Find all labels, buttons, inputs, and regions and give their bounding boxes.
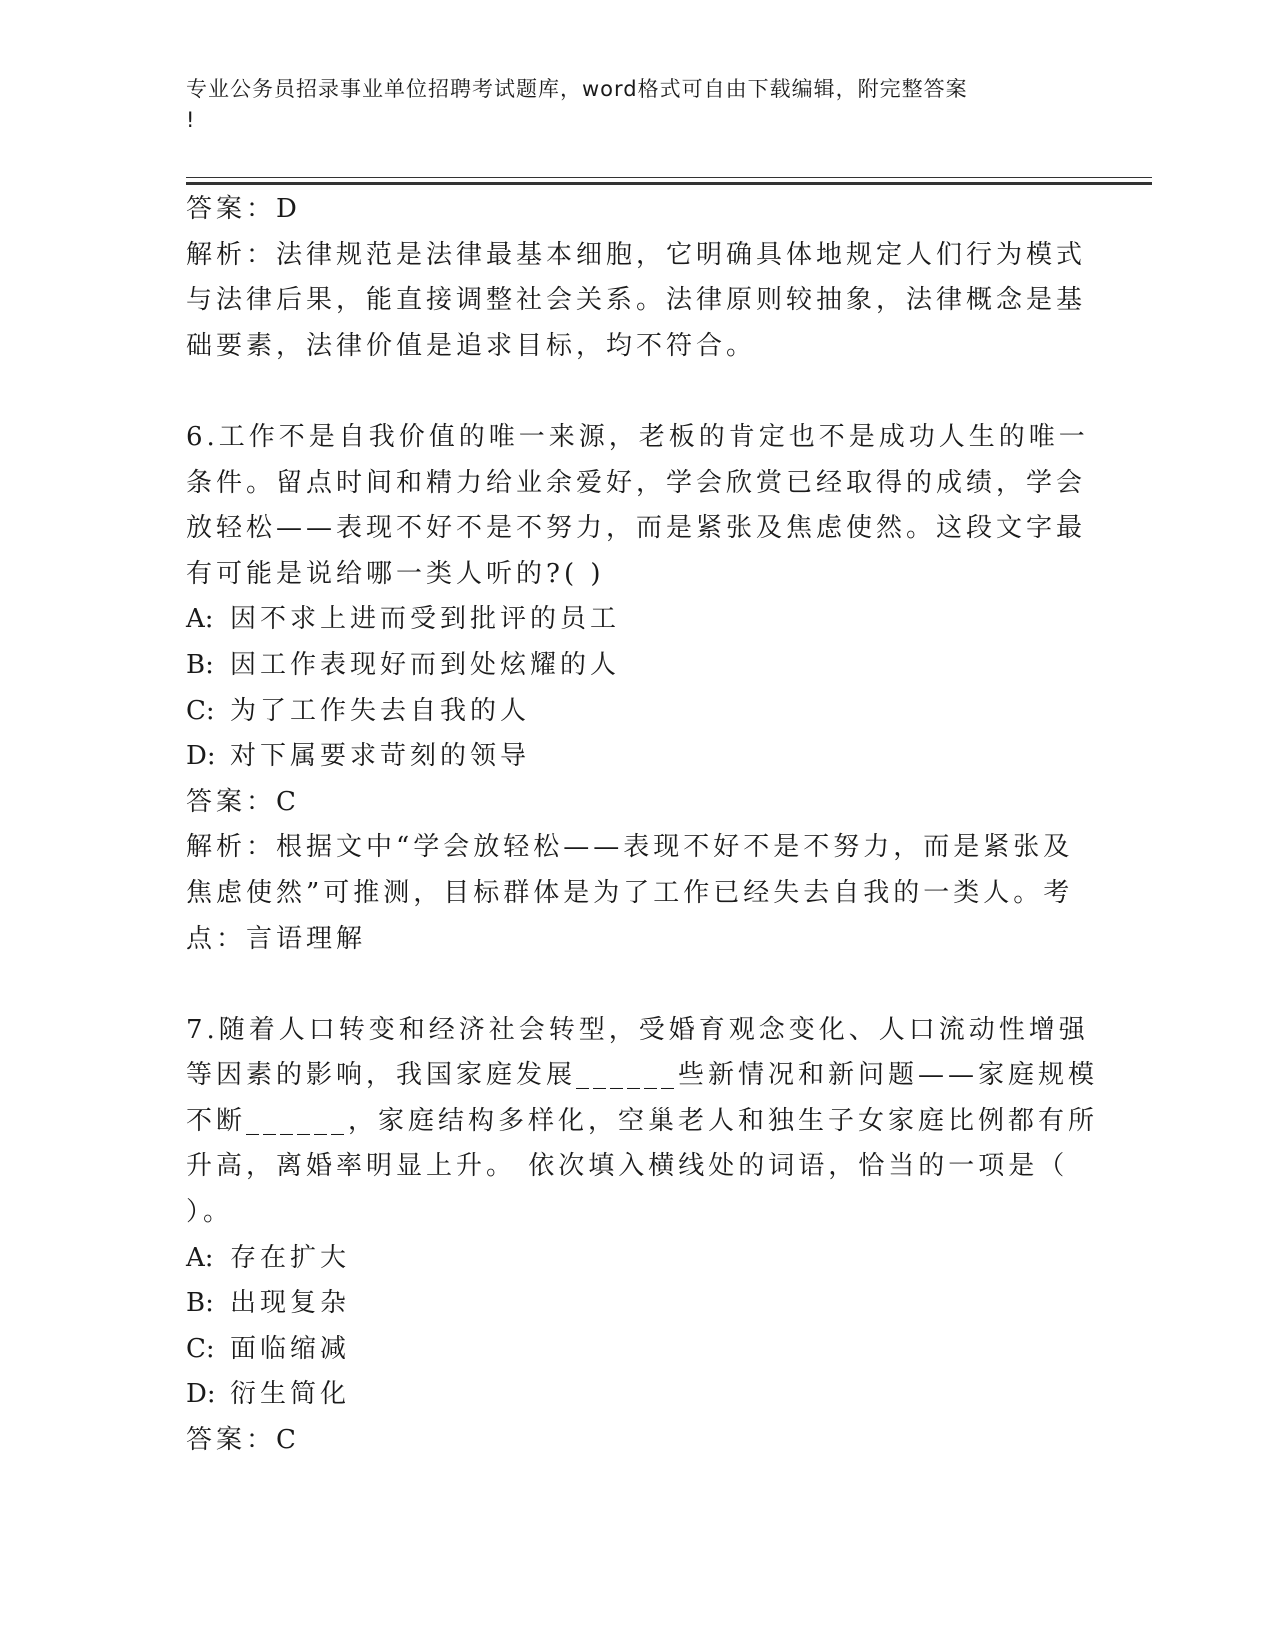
question-stem: 不断______，家庭结构多样化，空巢老人和独生子女家庭比例都有所 <box>186 1105 1099 1136</box>
analysis-line <box>186 233 1087 279</box>
question-stem: 6.工作不是自我价值的唯一来源，老板的肯定也不是成功人生的唯一 <box>186 421 1089 452</box>
question-stem: ）。 <box>186 1197 234 1228</box>
option-text: 因不求上进而受到批评的员工 <box>230 604 621 635</box>
question-stem: 7.随着人口转变和经济社会转型，受婚育观念变化、人口流动性增强 <box>186 1014 1089 1045</box>
option-letter: D: <box>186 1379 216 1410</box>
analysis-text: 法律规范是法律最基本细胞，它明确具体地规定人们行为模式 <box>276 239 1087 270</box>
question-stem: 放轻松——表现不好不是不努力，而是紧张及焦虑使然。这段文字最 <box>186 513 1087 544</box>
option-d <box>186 1372 1066 1418</box>
question-7 <box>186 1008 1099 1464</box>
spacer <box>186 369 1066 415</box>
analysis-label: 解析： <box>186 832 277 863</box>
header-text: 专业公务员招录事业单位招聘考试题库，word格式可自由下载编辑，附完整答案 <box>186 77 968 101</box>
analysis-text: 础要素，法律价值是追求目标，均不符合。 <box>186 330 757 361</box>
option-c <box>186 689 1066 735</box>
answer-line <box>186 187 1066 233</box>
question-6 <box>186 415 1089 962</box>
question-stem: 条件。留点时间和精力给业余爱好，学会欣赏已经取得的成绩，学会 <box>186 467 1087 498</box>
option-d <box>186 734 1066 780</box>
option-text: 衍生简化 <box>230 1379 351 1410</box>
option-letter: B: <box>186 1288 214 1319</box>
analysis-label: 解析： <box>186 239 277 270</box>
question-stem: 等因素的影响，我国家庭发展______些新情况和新问题——家庭规模 <box>186 1060 1099 1091</box>
document-body <box>186 187 1099 1464</box>
answer-label: 答案： <box>186 194 277 224</box>
option-text: 对下属要求苛刻的领导 <box>230 741 531 772</box>
option-letter: D: <box>186 741 216 772</box>
page-header <box>186 74 1086 136</box>
option-letter: C: <box>186 1333 215 1364</box>
option-text: 面临缩减 <box>230 1333 351 1364</box>
option-letter: A: <box>186 604 214 635</box>
question-stem: 升高，离婚率明显上升。 依次填入横线处的词语，恰当的一项是（ <box>186 1151 1069 1182</box>
option-b <box>186 1281 1066 1327</box>
option-a <box>186 597 1066 643</box>
option-text: 存在扩大 <box>230 1242 351 1273</box>
answer-value: C <box>276 1425 300 1456</box>
answer-line <box>186 780 1066 826</box>
analysis-text: 焦虑使然”可推测，目标群体是为了工作已经失去自我的一类人。考 <box>186 877 1074 908</box>
analysis-text: 与法律后果，能直接调整社会关系。法律原则较抽象，法律概念是基 <box>186 285 1087 316</box>
option-text: 为了工作失去自我的人 <box>230 695 531 726</box>
answer-label: 答案： <box>186 786 277 817</box>
spacer <box>186 962 1066 1008</box>
header-rule-thick <box>186 182 1152 185</box>
option-a <box>186 1236 1066 1282</box>
header-text-continuation: ! <box>186 108 196 132</box>
analysis-line <box>186 825 1074 871</box>
header-rule-thin <box>186 177 1152 178</box>
option-letter: B: <box>186 649 214 680</box>
answer-line <box>186 1418 1066 1464</box>
option-b <box>186 643 1066 689</box>
analysis-text: 点：言语理解 <box>186 923 367 954</box>
analysis-text: 根据文中“学会放轻松——表现不好不是不努力，而是紧张及 <box>276 832 1074 863</box>
answer-value: C <box>276 786 300 817</box>
option-letter: A: <box>186 1242 214 1273</box>
option-text: 因工作表现好而到处炫耀的人 <box>230 649 621 680</box>
option-letter: C: <box>186 695 215 726</box>
option-text: 出现复杂 <box>230 1288 351 1319</box>
question-stem: 有可能是说给哪一类人听的?( ) <box>186 558 605 589</box>
option-c <box>186 1327 1066 1373</box>
answer-value: D <box>276 194 301 224</box>
answer-label: 答案： <box>186 1425 277 1456</box>
